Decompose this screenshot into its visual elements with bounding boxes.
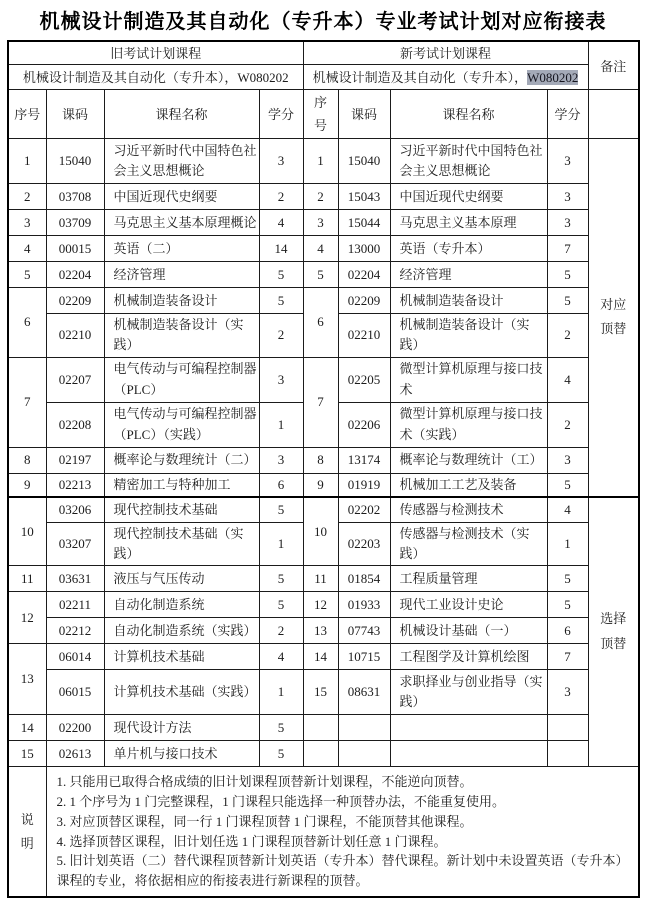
remark-correspond-replace: 对应顶替 [588, 139, 639, 497]
new-sn: 4 [303, 236, 338, 262]
old-course-name: 现代设计方法 [104, 715, 259, 741]
new-col-header-sn: 序号 [303, 89, 338, 139]
new-code: 08631 [338, 670, 390, 715]
old-sn: 15 [8, 741, 46, 767]
old-course-name: 自动化制造系统（实践） [104, 618, 259, 644]
old-sn: 4 [8, 236, 46, 262]
new-sn: 2 [303, 184, 338, 210]
new-major-name: 机械设计制造及其自动化（专升本）， [312, 70, 528, 85]
old-sn: 2 [8, 184, 46, 210]
new-col-header-code: 课码 [338, 89, 390, 139]
old-code: 02613 [46, 741, 104, 767]
old-course-name: 现代控制技术基础 [104, 497, 259, 523]
remark-empty-cell [588, 89, 639, 139]
new-course-name: 中国近现代史纲要 [390, 184, 547, 210]
old-code: 02211 [46, 592, 104, 618]
new-sn [303, 741, 338, 767]
old-sn: 6 [8, 288, 46, 357]
old-code: 00015 [46, 236, 104, 262]
new-credit: 3 [547, 139, 588, 184]
old-code: 02200 [46, 715, 104, 741]
new-course-name: 马克思主义基本原理 [390, 210, 547, 236]
old-code: 15040 [46, 139, 104, 184]
table-row [8, 236, 639, 262]
old-credit: 3 [259, 447, 303, 473]
old-credit: 5 [259, 741, 303, 767]
old-credit: 1 [259, 670, 303, 715]
old-code: 02212 [46, 618, 104, 644]
old-col-header-name: 课程名称 [104, 89, 259, 139]
old-sn: 13 [8, 644, 46, 715]
old-code: 06014 [46, 644, 104, 670]
new-course-name [390, 741, 547, 767]
old-course-name: 计算机技术基础（实践） [104, 670, 259, 715]
old-credit: 1 [259, 402, 303, 447]
remark-select-replace: 选择顶替 [588, 497, 639, 767]
old-course-name: 现代控制技术基础（实践） [104, 523, 259, 566]
table-row [8, 210, 639, 236]
new-major-title [303, 64, 588, 89]
new-code: 13174 [338, 447, 390, 473]
new-course-name: 机械加工工艺及装备 [390, 473, 547, 497]
notes-content [46, 767, 639, 897]
old-col-header-code: 课码 [46, 89, 104, 139]
new-course-name: 求职择业与创业指导（实践） [390, 670, 547, 715]
table-row [8, 741, 639, 767]
old-code: 02210 [46, 314, 104, 357]
old-col-header-credit: 学分 [259, 89, 303, 139]
old-major-title: 机械设计制造及其自动化（专升本），W080202 [8, 64, 303, 89]
new-sn: 9 [303, 473, 338, 497]
old-sn: 5 [8, 262, 46, 288]
new-course-name: 英语（专升本） [390, 236, 547, 262]
new-sn: 15 [303, 670, 338, 715]
new-code: 02209 [338, 288, 390, 314]
table-row [8, 715, 639, 741]
old-credit: 2 [259, 184, 303, 210]
table-row [8, 618, 639, 644]
table-row [8, 670, 639, 715]
new-sn: 14 [303, 644, 338, 670]
new-course-name: 传感器与检测技术 [390, 497, 547, 523]
new-sn: 12 [303, 592, 338, 618]
new-code: 01854 [338, 566, 390, 592]
new-sn: 3 [303, 210, 338, 236]
old-course-name: 英语（二） [104, 236, 259, 262]
table-row [8, 497, 639, 523]
old-course-name: 自动化制造系统 [104, 592, 259, 618]
new-sn: 7 [303, 357, 338, 447]
new-code: 15043 [338, 184, 390, 210]
new-course-name: 微型计算机原理与接口技术 [390, 357, 547, 402]
new-code: 01919 [338, 473, 390, 497]
new-code: 02203 [338, 523, 390, 566]
course-mapping-table [7, 40, 640, 898]
new-credit: 6 [547, 618, 588, 644]
new-course-name: 工程图学及计算机绘图 [390, 644, 547, 670]
old-sn: 11 [8, 566, 46, 592]
old-course-name: 电气传动与可编程控制器（PLC）（实践） [104, 402, 259, 447]
old-sn: 3 [8, 210, 46, 236]
note-line-3: 3. 对应顶替区课程，同一行 1 门课程顶替 1 门课程，不能顶替其他课程。 [56, 813, 473, 829]
table-row [8, 184, 639, 210]
old-credit: 3 [259, 357, 303, 402]
old-credit: 3 [259, 139, 303, 184]
remark-column-header: 备注 [588, 41, 639, 89]
notes-label: 说明 [8, 767, 46, 897]
old-course-name: 机械制造装备设计（实践） [104, 314, 259, 357]
table-row [8, 357, 639, 402]
old-sn: 14 [8, 715, 46, 741]
old-course-name: 计算机技术基础 [104, 644, 259, 670]
table-row [8, 288, 639, 314]
new-credit: 5 [547, 262, 588, 288]
old-sn: 12 [8, 592, 46, 644]
new-code [338, 715, 390, 741]
new-code: 01933 [338, 592, 390, 618]
old-course-name: 中国近现代史纲要 [104, 184, 259, 210]
new-credit: 5 [547, 473, 588, 497]
old-code: 03708 [46, 184, 104, 210]
new-course-name: 机械制造装备设计 [390, 288, 547, 314]
new-sn [303, 715, 338, 741]
old-credit: 14 [259, 236, 303, 262]
new-credit [547, 715, 588, 741]
new-credit: 5 [547, 592, 588, 618]
old-course-name: 经济管理 [104, 262, 259, 288]
new-credit: 3 [547, 447, 588, 473]
table-row [8, 644, 639, 670]
old-code: 02197 [46, 447, 104, 473]
table-row [8, 262, 639, 288]
old-course-name: 概率论与数理统计（二） [104, 447, 259, 473]
new-code: 02206 [338, 402, 390, 447]
page-title: 机械设计制造及其自动化（专升本）专业考试计划对应衔接表 [39, 11, 607, 33]
old-col-header-sn: 序号 [8, 89, 46, 139]
old-credit: 6 [259, 473, 303, 497]
new-credit: 7 [547, 644, 588, 670]
new-sn: 11 [303, 566, 338, 592]
new-major-code-highlight: W080202 [527, 70, 579, 85]
old-credit: 5 [259, 715, 303, 741]
old-plan-section-header: 旧考试计划课程 [8, 41, 303, 64]
new-course-name: 习近平新时代中国特色社会主义思想概论 [390, 139, 547, 184]
old-sn: 7 [8, 357, 46, 447]
new-code: 02205 [338, 357, 390, 402]
old-course-name: 电气传动与可编程控制器（PLC） [104, 357, 259, 402]
old-credit: 5 [259, 288, 303, 314]
new-code [338, 741, 390, 767]
new-sn: 1 [303, 139, 338, 184]
old-credit: 4 [259, 644, 303, 670]
new-col-header-name: 课程名称 [390, 89, 547, 139]
new-credit: 4 [547, 497, 588, 523]
old-credit: 2 [259, 618, 303, 644]
new-sn: 13 [303, 618, 338, 644]
new-course-name: 传感器与检测技术（实践） [390, 523, 547, 566]
old-credit: 5 [259, 497, 303, 523]
new-course-name: 机械制造装备设计（实践） [390, 314, 547, 357]
new-credit: 5 [547, 566, 588, 592]
old-course-name: 马克思主义基本原理概论 [104, 210, 259, 236]
new-credit: 2 [547, 402, 588, 447]
table-row [8, 139, 639, 184]
note-line-1: 1. 只能用已取得合格成绩的旧计划课程顶替新计划课程，不能逆向顶替。 [56, 774, 473, 790]
new-sn: 5 [303, 262, 338, 288]
new-course-name: 经济管理 [390, 262, 547, 288]
note-line-5: 5. 旧计划英语（二）替代课程顶替新计划英语（专升本）替代课程。新计划中未设置英语（专升本）课程的专业，将依据相应的衔接表进行新课程的顶替。 [56, 853, 629, 889]
new-code: 07743 [338, 618, 390, 644]
new-course-name: 机械设计基础（一） [390, 618, 547, 644]
new-credit: 5 [547, 288, 588, 314]
old-course-name: 单片机与接口技术 [104, 741, 259, 767]
note-line-4: 4. 选择顶替区课程，旧计划任选 1 门课程顶替新计划任意 1 门课程。 [56, 833, 447, 849]
old-course-name: 液压与气压传动 [104, 566, 259, 592]
new-credit [547, 741, 588, 767]
new-credit: 3 [547, 184, 588, 210]
new-sn: 6 [303, 288, 338, 357]
old-code: 02209 [46, 288, 104, 314]
old-code: 03631 [46, 566, 104, 592]
new-credit: 2 [547, 314, 588, 357]
old-code: 02207 [46, 357, 104, 402]
old-sn: 8 [8, 447, 46, 473]
new-course-name: 现代工业设计史论 [390, 592, 547, 618]
new-code: 15044 [338, 210, 390, 236]
old-sn: 1 [8, 139, 46, 184]
new-credit: 7 [547, 236, 588, 262]
old-course-name: 精密加工与特种加工 [104, 473, 259, 497]
new-code: 13000 [338, 236, 390, 262]
note-line-2: 2. 1 个序号为 1 门完整课程，1 门课程只能选择一种顶替办法，不能重复使用。 [56, 794, 506, 810]
old-sn: 10 [8, 497, 46, 566]
new-credit: 4 [547, 357, 588, 402]
old-sn: 9 [8, 473, 46, 497]
notes-row [8, 767, 639, 897]
new-sn: 8 [303, 447, 338, 473]
old-course-name: 机械制造装备设计 [104, 288, 259, 314]
new-credit: 3 [547, 210, 588, 236]
new-course-name: 概率论与数理统计（工） [390, 447, 547, 473]
old-code: 02213 [46, 473, 104, 497]
table-row [8, 592, 639, 618]
new-code: 02210 [338, 314, 390, 357]
new-code: 10715 [338, 644, 390, 670]
old-credit: 1 [259, 523, 303, 566]
new-col-header-credit: 学分 [547, 89, 588, 139]
old-course-name: 习近平新时代中国特色社会主义思想概论 [104, 139, 259, 184]
old-code: 03709 [46, 210, 104, 236]
old-code: 06015 [46, 670, 104, 715]
new-course-name: 工程质量管理 [390, 566, 547, 592]
new-code: 02204 [338, 262, 390, 288]
old-code: 03207 [46, 523, 104, 566]
new-code: 02202 [338, 497, 390, 523]
new-course-name [390, 715, 547, 741]
table-row [8, 566, 639, 592]
old-code: 02204 [46, 262, 104, 288]
old-code: 02208 [46, 402, 104, 447]
old-credit: 4 [259, 210, 303, 236]
new-plan-section-header: 新考试计划课程 [303, 41, 588, 64]
old-credit: 2 [259, 314, 303, 357]
old-credit: 5 [259, 592, 303, 618]
new-credit: 3 [547, 670, 588, 715]
old-credit: 5 [259, 262, 303, 288]
old-credit: 5 [259, 566, 303, 592]
table-row [8, 473, 639, 497]
table-row [8, 447, 639, 473]
new-credit: 1 [547, 523, 588, 566]
new-sn: 10 [303, 497, 338, 566]
new-code: 15040 [338, 139, 390, 184]
new-course-name: 微型计算机原理与接口技术（实践） [390, 402, 547, 447]
old-code: 03206 [46, 497, 104, 523]
